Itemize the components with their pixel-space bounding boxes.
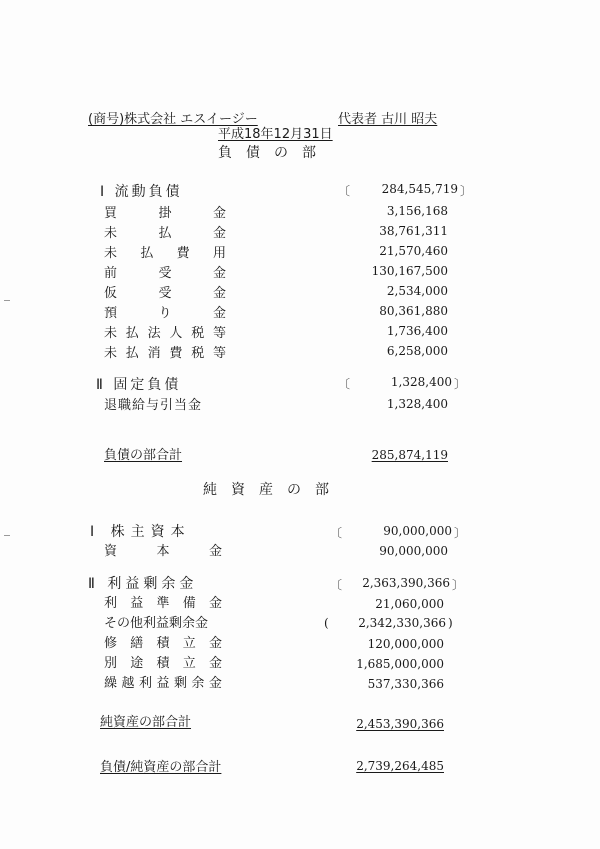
line-item-value: 3,156,168 [386,204,448,218]
line-item-label: 未 払 法 人 税 等 [104,326,226,341]
line-item-value: 120,000,000 [367,637,444,651]
grand-total-value: 2,739,264,485 [356,759,444,773]
line-item-label: その他利益剰余金 [104,616,209,631]
line-item-value: 21,570,460 [379,244,448,258]
line-item-label: 資 本 金 [104,544,222,559]
line-item-label: 未 払 金 [104,226,226,241]
report-date: 平成18年12月31日 [218,127,333,142]
line-item-label: 未 払 費 用 [104,246,226,261]
liabilities-total-label: 負債の部合計 [104,448,183,463]
close-bracket: 〕 [454,526,467,540]
capital-total: 90,000,000 [383,524,452,538]
fixed-liabilities-label: Ⅱ 固定負債 [96,377,182,393]
line-item-label: 買 掛 金 [104,206,226,221]
net-assets-title: 純資産の部 [203,482,343,498]
line-item-value: 2,534,000 [386,284,448,298]
line-item-label: 退職給与引当金 [104,398,203,413]
line-item-label: 利 益 準 備 金 [104,596,222,611]
line-item-value: 90,000,000 [379,544,448,558]
line-item-value: 130,167,500 [371,264,448,278]
line-item-value: 2,342,330,366 [358,616,446,630]
line-item-value: 1,685,000,000 [356,657,444,671]
scan-mark [4,535,10,536]
grand-total-label: 負債/純資産の部合計 [100,760,222,775]
line-item-value: 38,761,311 [379,224,448,238]
company-name: (商号)株式会社 エスイージー [88,112,258,127]
line-item-label: 預 り 金 [104,306,226,321]
line-item-value: 80,361,880 [379,304,448,318]
current-liabilities-total: 284,545,719 [381,182,458,196]
line-item-label: 繰 越 利 益 剰 余 金 [104,676,222,691]
open-bracket: 〔 [338,377,351,391]
open-bracket: 〔 [330,526,343,540]
line-item-value: 6,258,000 [386,344,448,358]
open-paren: ( [324,616,329,630]
close-bracket: 〕 [460,184,473,198]
line-item-value: 1,328,400 [386,397,448,411]
capital-label: Ⅰ 株主資本 [90,524,191,540]
open-bracket: 〔 [338,184,351,198]
line-item-value: 21,060,000 [375,597,444,611]
line-item-label: 未 払 消 費 税 等 [104,346,226,361]
close-bracket: 〕 [452,578,465,592]
surplus-total: 2,363,390,366 [362,576,450,590]
net-assets-total-value: 2,453,390,366 [356,717,444,731]
line-item-value: 537,330,366 [367,677,444,691]
line-item-label: 前 受 金 [104,266,226,281]
liabilities-title: 負債の部 [218,145,330,161]
net-assets-total-label: 純資産の部合計 [100,715,192,730]
line-item-label: 修 繕 積 立 金 [104,636,222,651]
surplus-label: Ⅱ 利益剰余金 [88,576,198,592]
close-paren: ) [448,616,453,630]
open-bracket: 〔 [330,578,343,592]
close-bracket: 〕 [454,377,467,391]
current-liabilities-label: Ⅰ 流動負債 [100,184,183,200]
representative: 代表者 古川 昭夫 [338,112,438,127]
line-item-label: 仮 受 金 [104,286,226,301]
scan-mark [4,300,10,301]
fixed-liabilities-total: 1,328,400 [390,375,452,389]
liabilities-total-value: 285,874,119 [371,448,448,462]
line-item-value: 1,736,400 [386,324,448,338]
line-item-label: 別 途 積 立 金 [104,656,222,671]
